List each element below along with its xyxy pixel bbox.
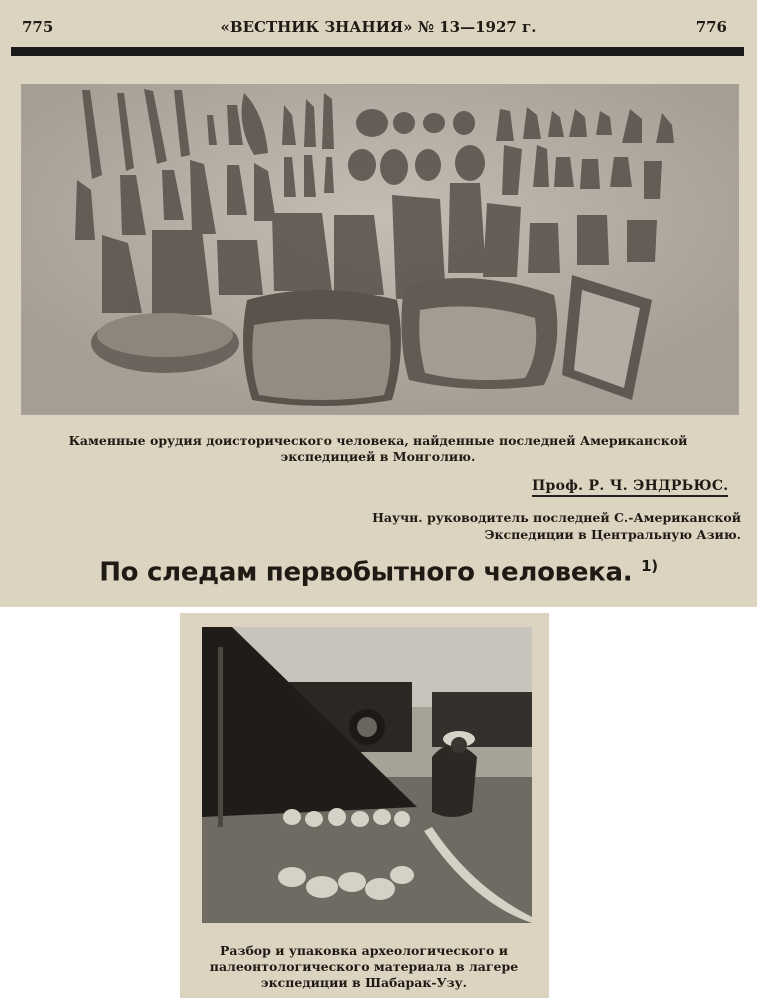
camp-illustration [202, 627, 532, 923]
journal-header: «ВЕСТНИК ЗНАНИЯ» № 13—1927 г. [220, 18, 537, 36]
footnote-mark: 1) [641, 557, 658, 575]
figure2-caption: Разбор и упаковка археологического и палеонтологического материала в лагере экспедиции в Шабарак-Узу. [209, 943, 519, 990]
author-role-line1: Научн. руководитель последней С.-Американской [372, 510, 741, 525]
article-title-text: По следам первобытного человека. [99, 557, 633, 588]
author-role [372, 509, 741, 543]
article-title [0, 557, 757, 588]
header-rule [11, 47, 744, 56]
stone-tools-photo [21, 84, 739, 415]
author-name: Проф. Р. Ч. ЭНДРЬЮС. [532, 478, 728, 497]
stone-tools-illustration [22, 85, 738, 414]
camp-photo [202, 627, 532, 923]
page-number-left: 775 [22, 18, 54, 36]
magazine-page-lower [180, 613, 549, 998]
figure1-caption: Каменные орудия доисторического человека, найденные последней Американской экспедицией в Монголию. [68, 433, 688, 464]
page-number-right: 776 [695, 18, 727, 36]
author-role-line2: Экспедиции в Центральную Азию. [484, 527, 741, 542]
